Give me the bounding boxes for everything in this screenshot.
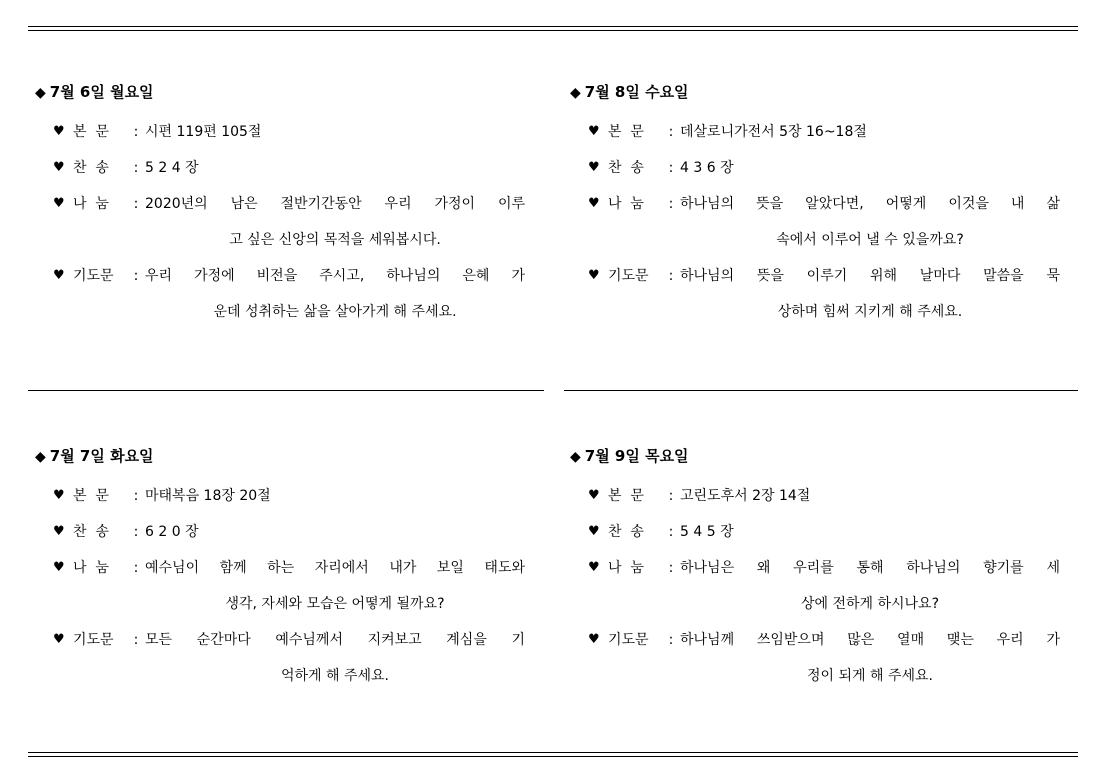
hymn-label: 찬 송 xyxy=(73,524,109,540)
devotion-entry-jul-7 xyxy=(35,444,525,694)
colon: : xyxy=(133,560,139,576)
share-row xyxy=(53,550,525,622)
colon: : xyxy=(668,632,674,648)
hymn-row xyxy=(588,150,1060,186)
hymn-label: 찬 송 xyxy=(608,524,644,540)
bottom-double-rule xyxy=(28,752,1078,757)
scripture-text: 고린도후서 2장 14절 xyxy=(680,488,811,504)
prayer-text: 우리 가정에 비전을 주시고, 하나님의 은혜 가 운데 성취하는 삶을 살아가게 해 주세요. xyxy=(145,268,525,320)
scripture-row xyxy=(588,114,1060,150)
heart-icon: ♥ xyxy=(588,196,600,211)
hymn-text: 5 4 5 장 xyxy=(680,524,734,540)
heart-icon: ♥ xyxy=(588,124,600,139)
colon: : xyxy=(668,160,674,176)
share-label: 나 눔 xyxy=(608,560,644,576)
colon: : xyxy=(133,524,139,540)
scripture-text: 시편 119편 105절 xyxy=(145,124,262,140)
colon: : xyxy=(668,488,674,504)
colon: : xyxy=(133,268,139,284)
colon: : xyxy=(668,196,674,212)
prayer-text: 하나님의 뜻을 이루기 위해 날마다 말씀을 묵 상하며 힘써 지키게 해 주세요. xyxy=(680,268,1060,320)
colon: : xyxy=(668,560,674,576)
heart-icon: ♥ xyxy=(588,632,600,647)
top-double-rule xyxy=(28,26,1078,31)
share-row xyxy=(588,186,1060,258)
prayer-label: 기도문 xyxy=(608,268,649,284)
entry-date: ◆ 7월 6일 월요일 xyxy=(35,83,154,101)
diamond-icon: ◆ xyxy=(35,449,46,465)
prayer-label: 기도문 xyxy=(73,268,114,284)
heart-icon: ♥ xyxy=(53,124,65,139)
heart-icon: ♥ xyxy=(53,632,65,647)
heart-icon: ♥ xyxy=(588,268,600,283)
hymn-text: 4 3 6 장 xyxy=(680,160,734,176)
scripture-row xyxy=(53,114,525,150)
hymn-row xyxy=(588,514,1060,550)
heart-icon: ♥ xyxy=(53,196,65,211)
entry-date: ◆ 7월 8일 수요일 xyxy=(570,83,689,101)
colon: : xyxy=(133,124,139,140)
scripture-label: 본 문 xyxy=(608,124,644,140)
share-label: 나 눔 xyxy=(73,560,109,576)
heart-icon: ♥ xyxy=(53,560,65,575)
heart-icon: ♥ xyxy=(53,488,65,503)
devotion-entry-jul-8 xyxy=(570,80,1060,330)
heart-icon: ♥ xyxy=(53,524,65,539)
hymn-label: 찬 송 xyxy=(608,160,644,176)
middle-rule-left xyxy=(28,390,544,391)
heart-icon: ♥ xyxy=(588,488,600,503)
colon: : xyxy=(668,524,674,540)
scripture-label: 본 문 xyxy=(73,488,109,504)
scripture-row xyxy=(53,478,525,514)
scripture-row xyxy=(588,478,1060,514)
hymn-row xyxy=(53,150,525,186)
heart-icon: ♥ xyxy=(588,560,600,575)
prayer-text: 하나님께 쓰임받으며 많은 열매 맺는 우리 가 정이 되게 해 주세요. xyxy=(680,632,1060,684)
colon: : xyxy=(133,632,139,648)
entry-date: ◆ 7월 9일 목요일 xyxy=(570,447,689,465)
prayer-text: 모든 순간마다 예수님께서 지켜보고 계심을 기 억하게 해 주세요. xyxy=(145,632,525,684)
diamond-icon: ◆ xyxy=(35,85,46,101)
heart-icon: ♥ xyxy=(53,268,65,283)
colon: : xyxy=(668,268,674,284)
hymn-label: 찬 송 xyxy=(73,160,109,176)
share-row xyxy=(53,186,525,258)
diamond-icon: ◆ xyxy=(570,85,581,101)
share-text: 예수님이 함께 하는 자리에서 내가 보일 태도와 생각, 자세와 모습은 어떻게 될까요? xyxy=(145,560,525,612)
colon: : xyxy=(133,488,139,504)
share-text: 2020년의 남은 절반기간동안 우리 가정이 이루 고 싶은 신앙의 목적을 세워봅시다. xyxy=(145,196,525,248)
diamond-icon: ◆ xyxy=(570,449,581,465)
prayer-row xyxy=(53,622,525,694)
hymn-text: 5 2 4 장 xyxy=(145,160,199,176)
colon: : xyxy=(133,160,139,176)
prayer-row xyxy=(588,258,1060,330)
scripture-text: 데살로니가전서 5장 16~18절 xyxy=(680,124,867,140)
scripture-label: 본 문 xyxy=(608,488,644,504)
heart-icon: ♥ xyxy=(588,524,600,539)
devotion-entry-jul-6 xyxy=(35,80,525,330)
prayer-row xyxy=(53,258,525,330)
prayer-label: 기도문 xyxy=(608,632,649,648)
scripture-text: 마태복음 18장 20절 xyxy=(145,488,271,504)
devotion-entry-jul-9 xyxy=(570,444,1060,694)
share-row xyxy=(588,550,1060,622)
share-label: 나 눔 xyxy=(608,196,644,212)
entry-date: ◆ 7월 7일 화요일 xyxy=(35,447,154,465)
heart-icon: ♥ xyxy=(53,160,65,175)
colon: : xyxy=(133,196,139,212)
prayer-label: 기도문 xyxy=(73,632,114,648)
heart-icon: ♥ xyxy=(588,160,600,175)
scripture-label: 본 문 xyxy=(73,124,109,140)
share-text: 하나님의 뜻을 알았다면, 어떻게 이것을 내 삶 속에서 이루어 낼 수 있을까요? xyxy=(680,196,1060,248)
prayer-row xyxy=(588,622,1060,694)
middle-rule-right xyxy=(564,390,1078,391)
hymn-text: 6 2 0 장 xyxy=(145,524,199,540)
colon: : xyxy=(668,124,674,140)
share-label: 나 눔 xyxy=(73,196,109,212)
share-text: 하나님은 왜 우리를 통해 하나님의 향기를 세 상에 전하게 하시나요? xyxy=(680,560,1060,612)
hymn-row xyxy=(53,514,525,550)
